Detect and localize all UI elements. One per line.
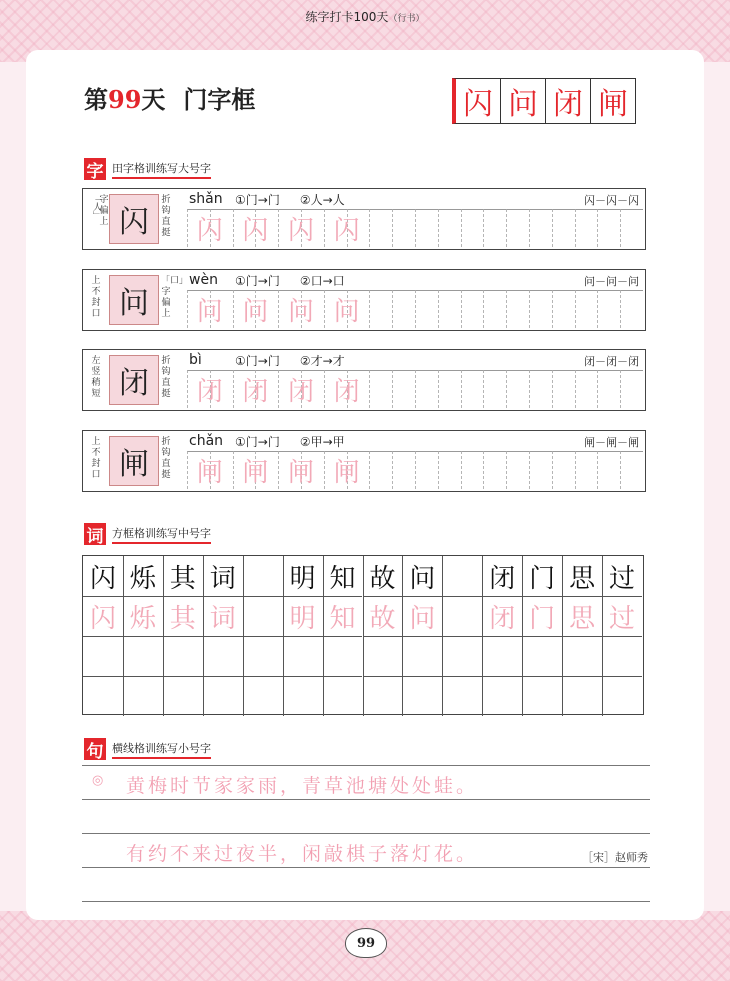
trace-character: 闭 (242, 376, 269, 407)
stroke-step-1: ①门→门 (235, 193, 280, 207)
word-cell[interactable] (123, 636, 163, 676)
day-prefix: 第 (84, 85, 108, 114)
stroke-step-2: ②口→口 (299, 274, 345, 288)
pinyin: chǎn (189, 433, 224, 449)
stroke-note: 折钩直挺 (161, 356, 171, 399)
grid-cell[interactable] (461, 370, 484, 408)
grid-cell[interactable] (392, 209, 415, 247)
word-cell[interactable] (323, 676, 363, 716)
grid-cell[interactable] (392, 290, 415, 328)
lesson-char: 闸 (590, 79, 635, 123)
model-character: 问 (109, 275, 159, 325)
grid-cell[interactable] (529, 209, 552, 247)
trace-character: 问 (196, 296, 223, 327)
grid-cell[interactable] (392, 451, 415, 489)
stroke-step-1: ①门→门 (235, 274, 280, 288)
grid-cell[interactable] (552, 451, 575, 489)
grid-cell[interactable] (392, 370, 415, 408)
word-trace-char: 门 (529, 603, 556, 634)
grid-cell[interactable] (483, 209, 506, 247)
stroke-steps (235, 433, 345, 450)
char-practice-row (82, 188, 646, 250)
section-title: 方框格训练写中号字 (112, 525, 211, 544)
trace-character: 问 (287, 296, 314, 327)
trace-characters (187, 451, 369, 489)
word-model-char: 闪 (89, 563, 116, 594)
stroke-note: 折钩直挺 (161, 195, 171, 238)
word-cell[interactable] (442, 636, 482, 676)
word-trace-char: 闭 (489, 603, 516, 634)
grid-cell[interactable] (415, 370, 438, 408)
trace-character: 闪 (333, 215, 360, 246)
trace-character: 闪 (242, 215, 269, 246)
word-trace-char (243, 596, 283, 636)
grid-cell[interactable] (483, 370, 506, 408)
section-icon-zi: 字 (84, 158, 106, 180)
word-cell[interactable] (522, 676, 562, 716)
word-trace-char: 其 (169, 603, 196, 634)
word-model-char (243, 556, 283, 596)
book-title: 练字打卡100天 (305, 10, 389, 24)
guide-line (82, 867, 650, 868)
poem-line-2: 有约不来过夜半，闲敲棋子落灯花。 (126, 843, 479, 865)
grid-cell[interactable] (483, 290, 506, 328)
grid-cell[interactable] (461, 209, 484, 247)
stroke-step-2: ②人→人 (299, 193, 345, 207)
word-cell[interactable] (363, 636, 403, 676)
grid-cell[interactable] (461, 451, 484, 489)
section-icon-ju: 句 (84, 738, 106, 760)
grid-cell[interactable] (575, 290, 598, 328)
word-cell[interactable] (402, 676, 442, 716)
position-note: 上不封口 (91, 276, 101, 319)
pinyin: wèn (189, 272, 218, 288)
grid-cell[interactable] (438, 290, 461, 328)
trace-character: 问 (333, 296, 360, 327)
word-cell[interactable] (243, 676, 283, 716)
stroke-step-2: ②才→才 (299, 354, 345, 368)
grid-cell[interactable] (597, 290, 620, 328)
connected-writing: 闸－闸－闸 (584, 436, 639, 449)
grid-cell[interactable] (506, 209, 529, 247)
word-cell[interactable] (402, 636, 442, 676)
grid-cell[interactable] (369, 370, 392, 408)
word-model-char: 其 (169, 563, 196, 594)
grid-cell[interactable] (575, 451, 598, 489)
grid-cell[interactable] (506, 290, 529, 328)
word-cell[interactable] (283, 676, 323, 716)
connected-writing: 闪－闪－闪 (584, 194, 639, 207)
grid-cell[interactable] (369, 209, 392, 247)
grid-cell[interactable] (438, 370, 461, 408)
stroke-steps (235, 272, 345, 289)
word-cell[interactable] (482, 636, 522, 676)
word-trace-char: 过 (609, 603, 636, 634)
trace-character: 闸 (196, 457, 223, 488)
word-cell[interactable] (163, 676, 203, 716)
word-cell[interactable] (203, 636, 243, 676)
stroke-steps (235, 191, 345, 208)
grid-cell[interactable] (552, 370, 575, 408)
grid-cell[interactable] (620, 451, 643, 489)
grid-cell[interactable] (620, 209, 643, 247)
trace-character: 闭 (196, 376, 223, 407)
grid-cell[interactable] (506, 370, 529, 408)
lesson-char: 闭 (545, 79, 590, 123)
word-trace-char: 故 (369, 603, 396, 634)
stroke-steps (235, 352, 345, 369)
section-header-large (84, 158, 211, 180)
word-cell[interactable] (482, 676, 522, 716)
grid-cell[interactable] (483, 451, 506, 489)
grid-cell[interactable] (529, 451, 552, 489)
word-trace-char (442, 596, 482, 636)
trace-character: 闪 (196, 215, 223, 246)
day-number: 99 (108, 85, 142, 114)
word-model-char: 故 (369, 563, 396, 594)
grid-cell[interactable] (529, 290, 552, 328)
word-cell[interactable] (522, 636, 562, 676)
grid-cell[interactable] (620, 290, 643, 328)
word-model-char: 过 (609, 563, 636, 594)
word-model-char: 明 (289, 563, 316, 594)
section-title: 横线格训练写小号字 (112, 740, 211, 759)
stroke-note: 「口」字偏上 (161, 276, 189, 319)
grid-cell[interactable] (415, 209, 438, 247)
trace-character: 闭 (287, 376, 314, 407)
grid-cell[interactable] (461, 290, 484, 328)
char-practice-row (82, 349, 646, 411)
style-note: （行书） (388, 14, 425, 24)
word-trace-char: 明 (289, 603, 316, 634)
poem-author: ［宋］赵师秀 (582, 851, 648, 864)
lesson-topic: 门字框 (183, 85, 256, 114)
word-model-char: 闭 (489, 563, 516, 594)
grid-cell[interactable] (415, 290, 438, 328)
stroke-step-1: ①门→门 (235, 435, 280, 449)
word-cell[interactable] (283, 636, 323, 676)
word-cell[interactable] (602, 636, 642, 676)
section-icon-ci: 词 (84, 523, 106, 545)
stroke-step-1: ①门→门 (235, 354, 280, 368)
grid-cell[interactable] (575, 370, 598, 408)
bullet-icon: ◎ (92, 773, 104, 788)
word-model-char: 问 (409, 563, 436, 594)
word-model-char: 烁 (129, 563, 156, 594)
trace-characters (187, 209, 369, 247)
page-number: 99 (345, 928, 387, 958)
word-cell[interactable] (83, 676, 123, 716)
word-trace-char: 烁 (129, 603, 156, 634)
word-cell[interactable] (83, 636, 123, 676)
trace-characters (187, 290, 369, 328)
word-model-char: 词 (209, 563, 236, 594)
trace-character: 问 (242, 296, 269, 327)
model-character: 闸 (109, 436, 159, 486)
section-header-medium (84, 523, 211, 545)
trace-character: 闭 (333, 376, 360, 407)
word-cell[interactable] (562, 636, 602, 676)
word-practice-grid (82, 555, 644, 715)
word-trace-char: 知 (329, 603, 356, 634)
connected-writing: 闭－闭－闭 (584, 355, 639, 368)
day-suffix: 天 (141, 85, 166, 114)
word-cell[interactable] (203, 676, 243, 716)
word-cell[interactable] (602, 676, 642, 716)
grid-cell[interactable] (506, 451, 529, 489)
word-trace-char: 思 (569, 603, 596, 634)
word-trace-char: 闪 (89, 603, 116, 634)
word-model-char: 门 (529, 563, 556, 594)
connected-writing: 问－问－问 (584, 275, 639, 288)
model-character: 闪 (109, 194, 159, 244)
running-header (0, 8, 730, 25)
section-title: 田字格训练写大号字 (112, 160, 211, 179)
radical-note: 「人」 (91, 193, 101, 220)
grid-cell[interactable] (620, 370, 643, 408)
char-practice-row (82, 269, 646, 331)
trace-characters (187, 370, 369, 408)
pinyin: bì (189, 352, 202, 368)
guide-line (82, 901, 650, 902)
lesson-char: 闪 (463, 87, 493, 122)
stroke-step-2: ②甲→甲 (299, 435, 345, 449)
grid-cell[interactable] (552, 209, 575, 247)
word-trace-char: 词 (209, 603, 236, 634)
guide-line (82, 833, 650, 834)
word-cell[interactable] (123, 676, 163, 716)
page-title (84, 80, 255, 115)
grid-cell[interactable] (597, 209, 620, 247)
grid-cell[interactable] (575, 209, 598, 247)
trace-character: 闸 (242, 457, 269, 488)
char-practice-row (82, 430, 646, 492)
model-character: 闭 (109, 355, 159, 405)
word-cell[interactable] (442, 676, 482, 716)
word-cell[interactable] (243, 636, 283, 676)
grid-cell[interactable] (529, 370, 552, 408)
trace-character: 闸 (287, 457, 314, 488)
pinyin: shǎn (189, 191, 223, 207)
guide-line (82, 799, 650, 800)
grid-cell[interactable] (369, 290, 392, 328)
poem-line-1: 黄梅时节家家雨，青草池塘处处蛙。 (126, 775, 479, 797)
word-model-char (442, 556, 482, 596)
sentence-practice-lines (82, 765, 650, 905)
lesson-char: 问 (500, 79, 545, 123)
trace-character: 闪 (287, 215, 314, 246)
grid-cell[interactable] (552, 290, 575, 328)
word-cell[interactable] (562, 676, 602, 716)
word-trace-char: 问 (409, 603, 436, 634)
guide-line (82, 765, 650, 766)
word-model-char: 知 (329, 563, 356, 594)
trace-character: 闸 (333, 457, 360, 488)
grid-cell[interactable] (369, 451, 392, 489)
grid-cell[interactable] (415, 451, 438, 489)
grid-cell[interactable] (438, 451, 461, 489)
word-cell[interactable] (363, 676, 403, 716)
section-header-small (84, 738, 211, 760)
position-note: 左竖稍短 (91, 356, 101, 399)
lesson-characters (452, 78, 636, 124)
word-cell[interactable] (163, 636, 203, 676)
word-model-char: 思 (569, 563, 596, 594)
position-note: 字偏上 (99, 195, 109, 227)
grid-cell[interactable] (438, 209, 461, 247)
word-cell[interactable] (323, 636, 363, 676)
position-note: 上不封口 (91, 437, 101, 480)
grid-cell[interactable] (597, 370, 620, 408)
grid-cell[interactable] (597, 451, 620, 489)
stroke-note: 折钩直挺 (161, 437, 171, 480)
